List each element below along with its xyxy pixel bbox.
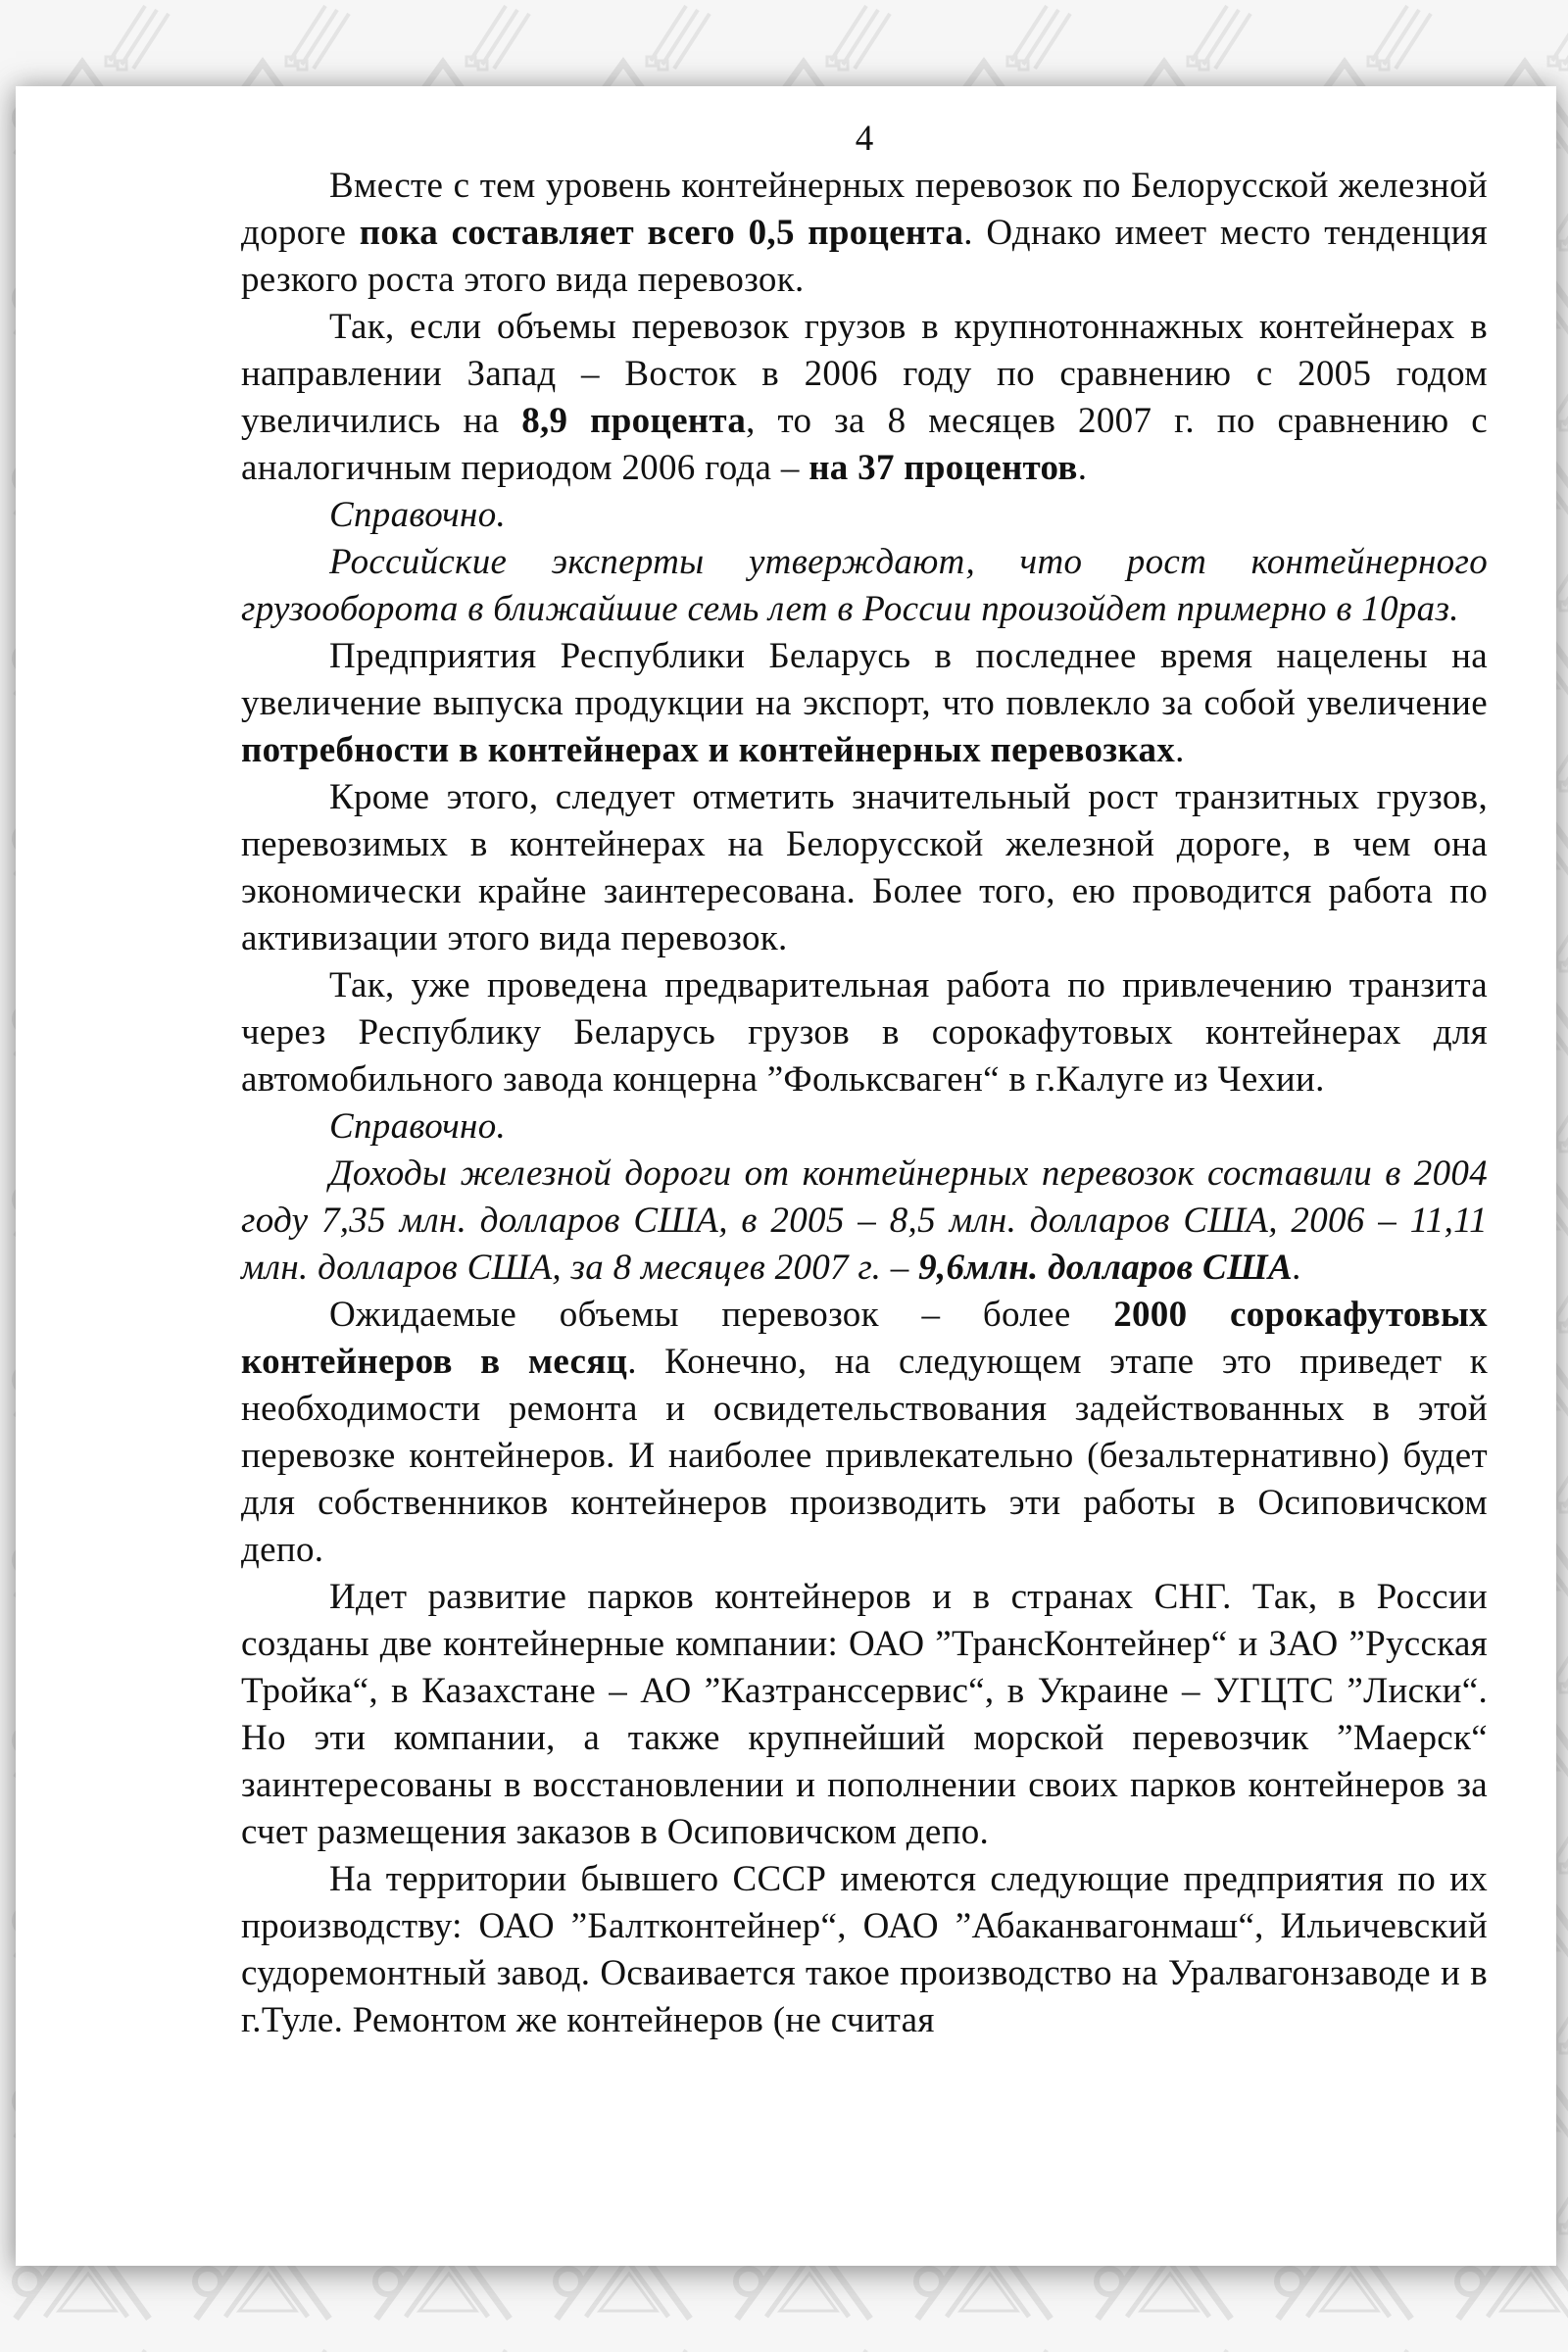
paragraph [241,774,1488,962]
text-segment: Предприятия Республики Беларусь в последнее время нацелены на увеличение выпуска продукции на экспорт, что повлекло за собой увеличение [241,636,1488,723]
paragraph [241,1103,1488,1151]
text-segment: Доходы железной дороги от контейнерных перевозок составили в 2004 году 7,35 млн. долларов США, в 2005 – 8,5 млн. долларов США, 2006 – 11,11 млн. долларов США, за 8 месяцев 2007 г. – [241,1153,1488,1288]
text-segment: . [1077,448,1088,488]
paragraph [241,962,1488,1103]
text-segment: Российские эксперты утверждают, что рост контейнерного грузооборота в ближайшие семь лет в России произойдет примерно в 10раз. [241,542,1488,629]
text-segment: потребности в контейнерах и контейнерных перевозках [241,730,1176,770]
document-page [16,86,1556,2266]
text-segment: 2000 сорокафутовых контейнеров в месяц [241,1295,1488,1382]
paragraph [241,1292,1488,1574]
page-content [241,116,1488,2044]
paragraph [241,304,1488,492]
text-segment: . [1292,1248,1302,1288]
text-segment: Справочно. [329,1106,507,1147]
text-segment: , то за 8 месяцев 2007 г. по сравнению с аналогичным периодом 2006 года – [241,401,1488,488]
paragraph [241,1151,1488,1292]
paragraph [241,492,1488,539]
text-segment: Вместе с тем уровень контейнерных перевозок по Белорусской железной дороге [241,166,1488,253]
page-number: 4 [855,119,874,159]
text-segment: Ожидаемые объемы перевозок – более [329,1295,1114,1335]
text-segment: 9,6млн. долларов США [918,1248,1293,1288]
text-segment: . [1175,730,1185,770]
paragraph [241,1856,1488,2044]
document-body [241,163,1488,2044]
text-segment: Кроме этого, следует отметить значительный рост транзитных грузов, перевозимых в контейнерах на Белорусской железной дороге, в чем она экономически крайне заинтересована. Более того, ею проводится работа по активизации этого вида перевозок. [241,777,1488,958]
paragraph [241,633,1488,774]
text-segment: Справочно. [329,495,507,535]
text-segment: Идет развитие парков контейнеров и в странах СНГ. Так, в России созданы две контейнерные компании: ОАО ”ТрансКонтейнер“ и ЗАО ”Русская Тройка“, в Казахстане – АО ”Казтранссервис“, в Украине – УГЦТС ”Лиски“. Но эти компании, а также крупнейший морской перевозчик ”Маерск“ заинтересованы в восстановлении и пополнении своих парков контейнеров за счет размещения заказов в Осиповичском депо. [241,1577,1488,1852]
text-segment: . Конечно, на следующем этапе это приведет к необходимости ремонта и освидетельствования задействованных в этой перевозке контейнеров. И наиболее привлекательно (безальтернативно) будет для собственников контейнеров производить эти работы в Осиповичском депо. [241,1342,1488,1570]
text-segment: Так, уже проведена предварительная работа по привлечению транзита через Республику Беларусь грузов в сорокафутовых контейнерах для автомобильного завода концерна ”Фольксваген“ в г.Калуге из Чехии. [241,965,1488,1100]
text-segment: На территории бывшего СССР имеются следующие предприятия по их производству: ОАО ”Балтконтейнер“, ОАО ”Абаканвагонмаш“, Ильичевский судоремонтный завод. Осваивается такое производство на Уралвагонзаводе и в г.Туле. Ремонтом же контейнеров (не считая [241,1859,1488,2040]
text-segment: на 37 процентов [808,448,1078,488]
text-segment: пока составляет всего 0,5 процента [359,213,964,253]
paragraph [241,539,1488,633]
paragraph [241,1574,1488,1856]
text-segment: Так, если объемы перевозок грузов в крупнотоннажных контейнерах в направлении Запад – Восток в 2006 году по сравнению с 2005 годом увеличились на [241,307,1488,441]
paragraph [241,163,1488,304]
text-segment: . Однако имеет место тенденция резкого роста этого вида перевозок. [241,213,1488,300]
text-segment: 8,9 процента [521,401,747,441]
